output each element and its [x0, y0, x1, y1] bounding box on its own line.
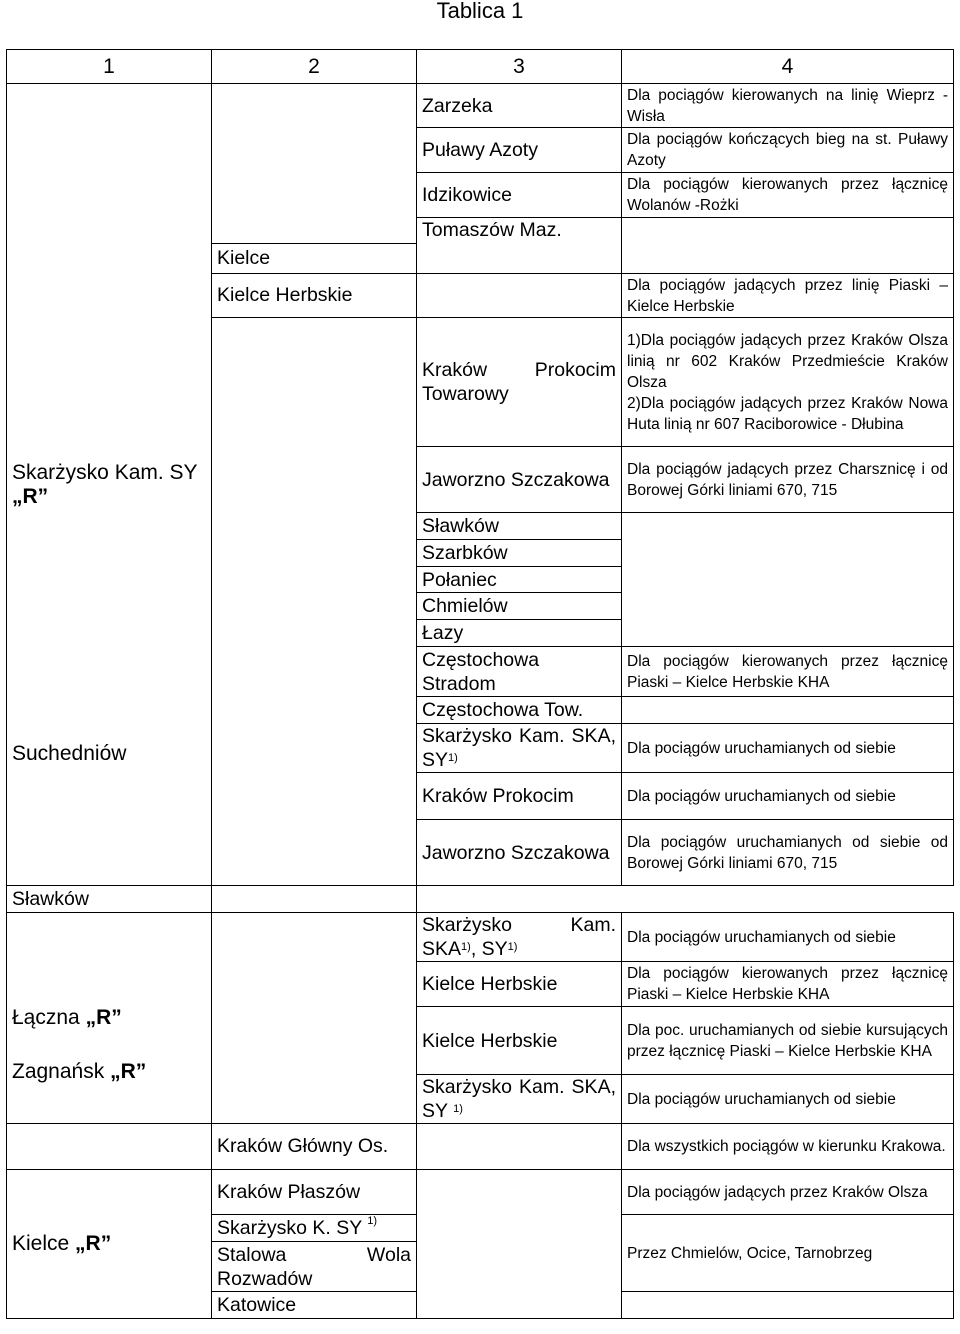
via-cell: Połaniec	[417, 567, 622, 593]
via-text: Skarżysko Kam. SKA, SY	[422, 1076, 616, 1122]
station-label-zagnansk	[12, 1060, 146, 1084]
via-cell: Kraków Prokocim	[417, 773, 622, 820]
station-cell-empty	[7, 1124, 212, 1170]
via-cell: Kielce Herbskie	[417, 962, 622, 1007]
note-cell: Dla pociągów jadących przez Charsznicę i od Borowej Górki liniami 670, 715	[622, 447, 954, 513]
station-label-suchedniow	[12, 742, 126, 766]
via-cell: Kielce Herbskie	[417, 1007, 622, 1075]
footnote-mark: 1)	[453, 1103, 463, 1115]
via-cell: Zarzeka	[417, 84, 622, 128]
header-col-1: 1	[7, 50, 212, 84]
via-cell: Częstochowa Tow.	[417, 697, 622, 724]
note-cell: Dla pociągów jadących przez Kraków Olsza	[622, 1170, 954, 1215]
note-cell: Dla wszystkich pociągów w kierunku Krakowa.	[622, 1124, 954, 1170]
station-cell	[7, 1170, 212, 1319]
via-cell-empty	[417, 1170, 622, 1319]
note-cell: Dla pociągów uruchamianych od siebie od Borowej Górki liniami 670, 715	[622, 820, 954, 886]
via-cell-empty	[417, 1124, 622, 1170]
direction-cell: Kielce	[212, 244, 417, 274]
note-cell: Dla pociągów uruchamianych od siebie	[622, 913, 954, 962]
table-row	[7, 84, 954, 128]
header-col-4: 4	[622, 50, 954, 84]
direction-cell: Kraków Płaszów	[212, 1170, 417, 1215]
via-cell: Częstochowa Stradom	[417, 647, 622, 697]
via-cell: Skarżysko Kam. SKA$^{1)}$, SY$^{1)}$	[417, 913, 622, 962]
via-cell: Idzikowice	[417, 173, 622, 218]
footnote-mark: 1)	[448, 752, 458, 764]
page-title: Tablica 1	[436, 0, 524, 23]
via-cell: Jaworzno Szczakowa	[417, 447, 622, 513]
via-cell: Szarbków	[417, 540, 622, 567]
note-cell: Dla pociągów kończących bieg na st. Puławy Azoty	[622, 128, 954, 173]
via-cell: Jaworzno Szczakowa	[417, 820, 622, 886]
via-cell: Chmielów	[417, 593, 622, 620]
footnote-mark: 1)	[507, 941, 518, 953]
via-text-suffix: SY	[481, 938, 508, 960]
direction-text: Skarżysko K. SY	[217, 1216, 362, 1239]
via-cell	[417, 1075, 622, 1124]
note-cell-empty	[622, 513, 954, 647]
footnote-mark: 1)	[367, 1214, 378, 1227]
note-cell: Dla poc. uruchamianych od siebie kursujących przez łącznicę Piaski – Kielce Herbskie KHA	[622, 1007, 954, 1075]
via-cell: Łazy	[417, 620, 622, 647]
note-cell: Dla pociągów uruchamianych od siebie	[622, 1075, 954, 1124]
direction-cell-empty	[212, 84, 417, 244]
station-name: Zagnańsk „R”	[12, 1060, 147, 1083]
table-row	[7, 913, 954, 962]
note-cell: Dla pociągów uruchamianych od siebie	[622, 724, 954, 773]
note-line: 1)Dla pociągów jadących przez Kraków Olsza linią nr 602 Kraków Przedmieście Kraków Olsza	[627, 331, 948, 391]
table-row	[7, 886, 954, 913]
note-cell: Dla pociągów kierowanych przez łącznicę Wolanów -Rożki	[622, 173, 954, 218]
note-cell-empty	[622, 697, 954, 724]
station-cell	[7, 913, 212, 1124]
note-cell: Dla pociągów kierowanych na linię Wieprz - Wisła	[622, 84, 954, 128]
station-name: Kielce „R”	[12, 1232, 112, 1255]
station-suffix: „R”	[110, 1060, 147, 1083]
note-cell-empty	[212, 886, 417, 913]
via-cell: Sławków	[7, 886, 212, 913]
note-cell-empty	[622, 1292, 954, 1319]
note-cell-empty	[622, 218, 954, 274]
via-cell-empty	[417, 274, 622, 318]
station-suffix: „R”	[75, 1232, 112, 1255]
note-line: 2)Dla pociągów jadących przez Kraków Nowa Huta linią nr 607 Raciborowice - Dłubina	[627, 394, 948, 433]
direction-cell	[212, 1215, 417, 1242]
table-row	[7, 1170, 954, 1215]
direction-cell: Katowice	[212, 1292, 417, 1319]
via-cell: Kraków Prokocim Towarowy	[417, 318, 622, 447]
station-suffix: „R”	[12, 484, 49, 508]
via-cell: Tomaszów Maz.	[417, 218, 622, 274]
station-name: Łączna „R”	[12, 1006, 122, 1029]
header-col-2: 2	[212, 50, 417, 84]
header-col-3: 3	[417, 50, 622, 84]
via-text: Skarżysko Kam. SKA	[422, 914, 616, 960]
station-name: Skarżysko Kam. SY	[12, 460, 198, 484]
via-text: Skarżysko Kam. SKA, SY	[422, 725, 616, 771]
header-row	[7, 50, 954, 84]
table-row	[7, 1124, 954, 1170]
note-cell: Dla pociągów jadących przez linię Piaski – Kielce Herbskie	[622, 274, 954, 318]
direction-cell-empty	[212, 318, 417, 886]
direction-cell-empty	[212, 913, 417, 1124]
note-cell: Dla pociągów kierowanych przez łącznicę Piaski – Kielce Herbskie KHA	[622, 962, 954, 1007]
station-name: Suchedniów	[12, 742, 127, 765]
direction-cell: Kielce Herbskie	[212, 274, 417, 318]
via-cell: Sławków	[417, 513, 622, 540]
direction-cell: Stalowa Wola Rozwadów	[212, 1242, 417, 1292]
direction-cell: Kraków Główny Os.	[212, 1124, 417, 1170]
via-cell	[417, 724, 622, 773]
note-cell: Dla pociągów kierowanych przez łącznicę Piaski – Kielce Herbskie KHA	[622, 647, 954, 697]
note-cell: Dla pociągów uruchamianych od siebie	[622, 773, 954, 820]
station-suffix: „R”	[85, 1006, 122, 1029]
note-cell: Przez Chmielów, Ocice, Tarnobrzeg	[622, 1215, 954, 1292]
via-cell: Puławy Azoty	[417, 128, 622, 173]
footnote-mark: 1)	[461, 941, 471, 953]
note-cell	[622, 318, 954, 447]
route-table	[6, 49, 954, 1319]
